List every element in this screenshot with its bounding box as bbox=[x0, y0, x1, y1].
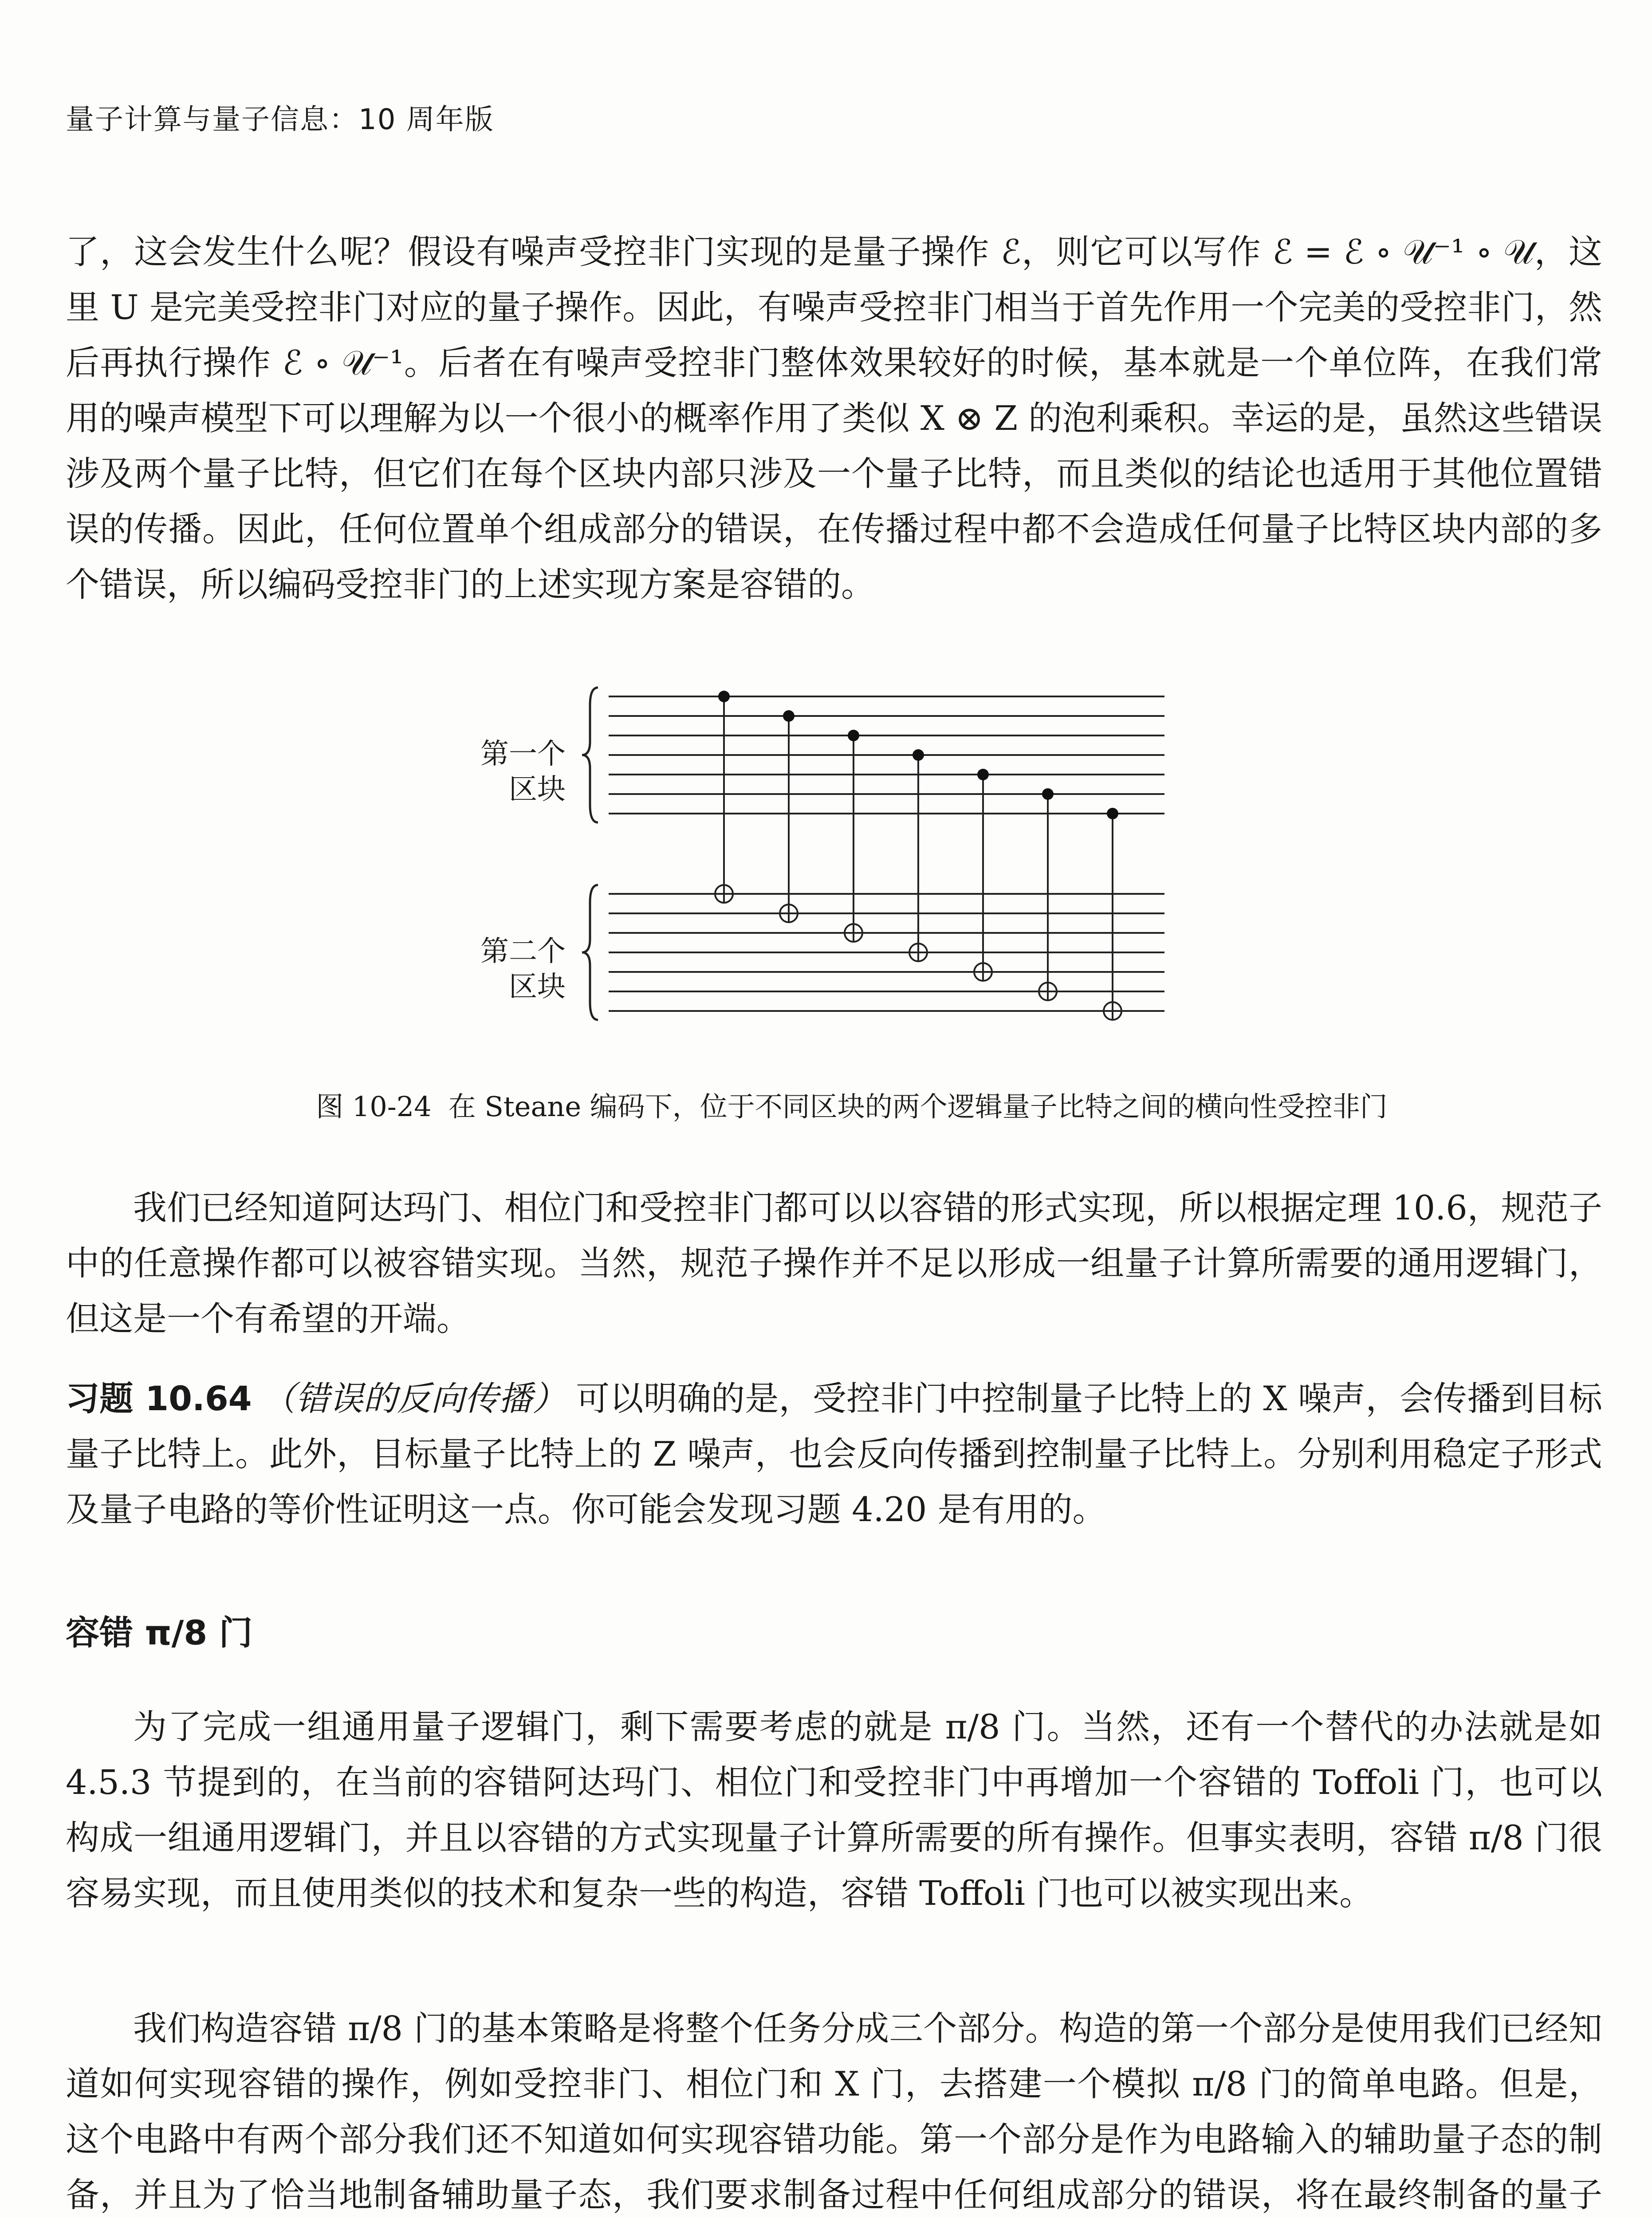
block-brace bbox=[582, 688, 598, 822]
exercise-block bbox=[66, 1371, 1602, 1537]
running-header: 量子计算与量子信息：10 周年版 bbox=[66, 103, 494, 136]
paragraph-clifford: 我们已经知道阿达玛门、相位门和受控非门都可以以容错的形式实现，所以根据定理 10.6，规范子中的任意操作都可以被容错实现。当然，规范子操作并不足以形成一组量子计算所需要的通用逻辑门，但这是一个有希望的开端。 bbox=[66, 1188, 1602, 1338]
circuit-diagram bbox=[0, 0, 1652, 1091]
exercise-text: 可以明确的是，受控非门中控制量子比特上的 X 噪声，会传播到目标量子比特上。此外，目标量子比特上的 Z 噪声，也会反向传播到控制量子比特上。分别利用稳定子形式及量子电路的等价性证明这一点。你可能会发现习题 4.20 是有用的。 bbox=[66, 1379, 1603, 1529]
cnot-control-dot bbox=[848, 730, 859, 741]
block-brace bbox=[582, 885, 598, 1020]
cnot-control-dot bbox=[1042, 788, 1054, 800]
paragraph-noisy-cnot: 了，这会发生什么呢？假设有噪声受控非门实现的是量子操作 ℰ，则它可以写作 ℰ = ℰ ∘ 𝒰⁻¹ ∘ 𝒰，这里 U 是完美受控非门对应的量子操作。因此，有噪声受控非门相当于首先作用一个完美的受控非门，然后再执行操作 ℰ ∘ 𝒰⁻¹。后者在有噪声受控非门整体效果较好的时候，基本就是一个单位阵，在我们常用的噪声模型下可以理解为以一个很小的概率作用了类似 X ⊗ Z 的泡利乘积。幸运的是，虽然这些错误涉及两个量子比特，但它们在每个区块内部只涉及一个量子比特，而且类似的结论也适用于其他位置错误的传播。因此，任何位置单个组成部分的错误，在传播过程中都不会造成任何量子比特区块内部的多个错误，所以编码受控非门的上述实现方案是容错的。 bbox=[66, 232, 1602, 604]
paragraph-pi8-strategy: 我们构造容错 π/8 门的基本策略是将整个任务分成三个部分。构造的第一个部分是使用我们已经知道如何实现容错的操作，例如受控非门、相位门和 X 门，去搭建一个模拟 π/8 门的简单电路。但是，这个电路中有两个部分我们还不知道如何实现容错功能。第一个部分是作为电路输入的辅助量子态的制备，并且为了恰当地制备辅助量子态，我们要求制备过程中任何组成部分的错误，将在最终制备的量子 bbox=[66, 2009, 1602, 2214]
cnot-control-dot bbox=[977, 769, 989, 780]
section-title: 容错 π/8 门 bbox=[66, 1613, 253, 1652]
paragraph-pi8-intro: 为了完成一组通用量子逻辑门，剩下需要考虑的就是 π/8 门。当然，还有一个替代的办法就是如 4.5.3 节提到的，在当前的容错阿达玛门、相位门和受控非门中再增加一个容错的 Toffoli 门，也可以构成一组通用逻辑门，并且以容错的方式实现量子计算所需要的所有操作。但事实表明，容错 π/8 门很容易实现，而且使用类似的技术和复杂一些的构造，容错 Toffoli 门也可以被实现出来。 bbox=[66, 1707, 1602, 1913]
block-two-label: 第二个区块 bbox=[480, 935, 566, 1003]
cnot-control-dot bbox=[913, 749, 924, 761]
cnot-control-dot bbox=[718, 691, 730, 702]
figure-caption bbox=[208, 1085, 1495, 1124]
figure-caption-number: 图 10-24 bbox=[316, 1090, 432, 1123]
exercise-number: 习题 10.64 bbox=[66, 1379, 252, 1418]
exercise-subtitle: （错误的反向传播） bbox=[261, 1379, 566, 1418]
figure-caption-text: 在 Steane 编码下，位于不同区块的两个逻辑量子比特之间的横向性受控非门 bbox=[448, 1090, 1388, 1123]
cnot-control-dot bbox=[783, 710, 795, 722]
block-one-label: 第一个区块 bbox=[480, 738, 566, 806]
cnot-control-dot bbox=[1107, 808, 1118, 819]
